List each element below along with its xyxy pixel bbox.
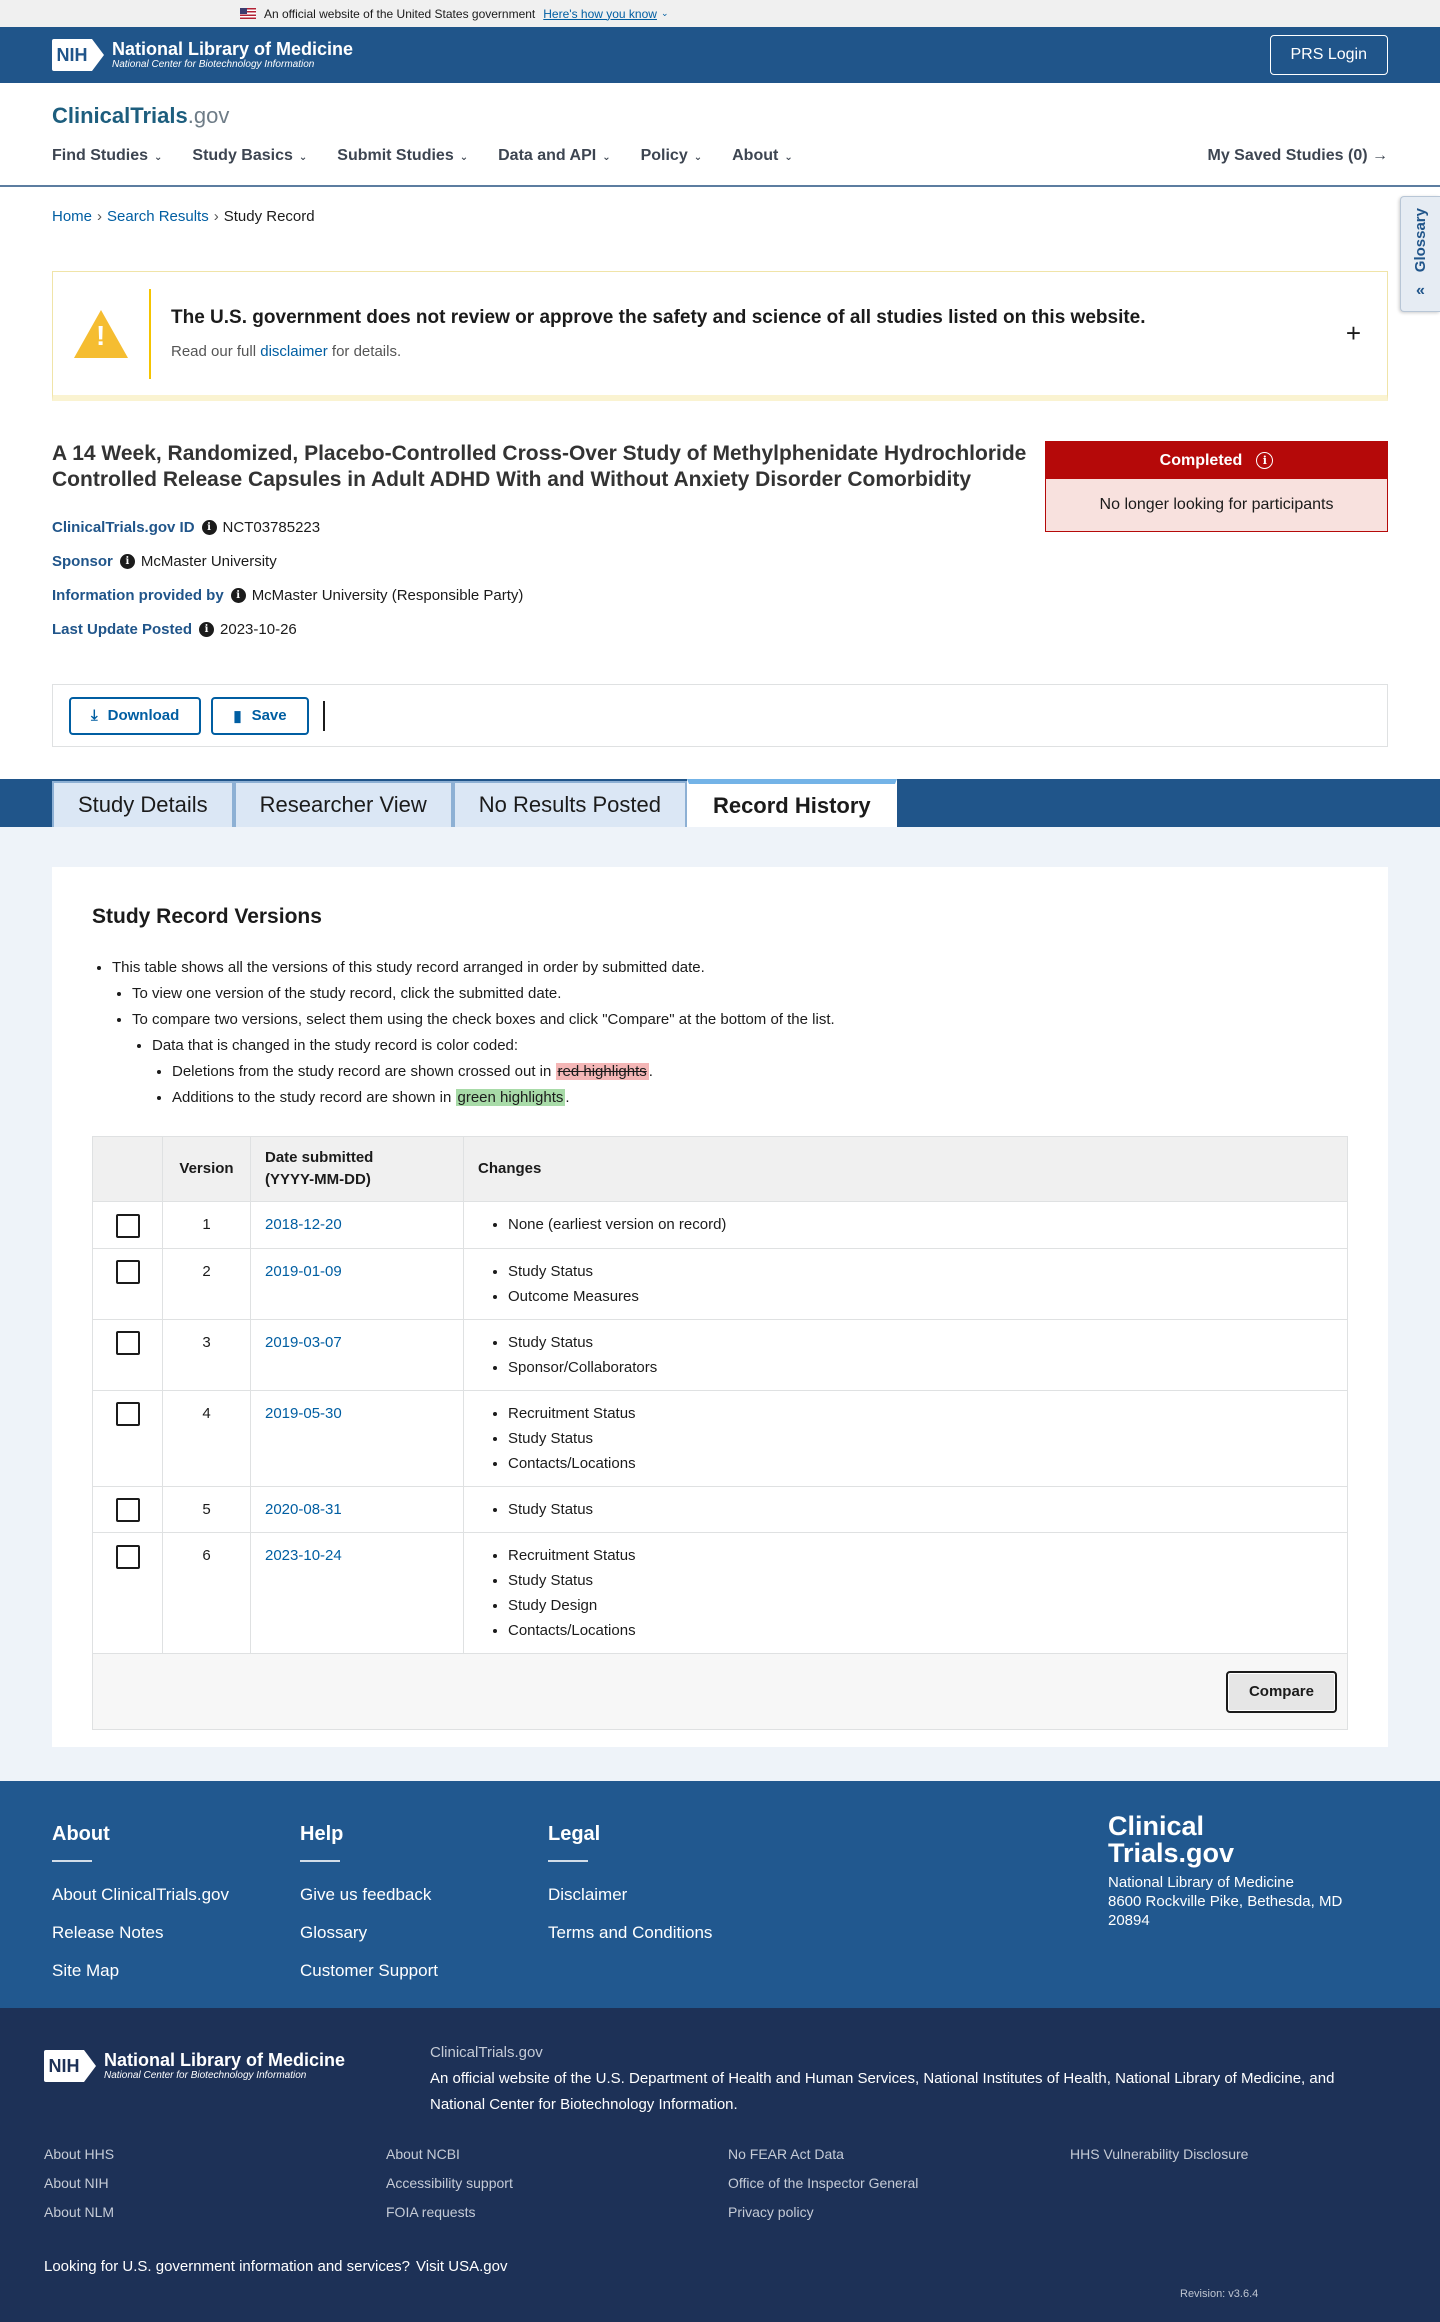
note-item: • To view one version of the study record, click the submitted date. xyxy=(132,981,1348,1007)
nlm-logo[interactable] xyxy=(52,37,353,73)
version-number: 3 xyxy=(163,1319,251,1390)
usa-gov-link[interactable]: Visit USA.gov xyxy=(416,2258,508,2275)
nav-policy[interactable]: Policy ⌄ xyxy=(640,147,703,164)
footer-link[interactable]: Give us feedback xyxy=(300,1885,432,1904)
info-icon[interactable]: i xyxy=(202,520,217,535)
chevron-down-icon: ⌄ xyxy=(154,152,163,163)
bookmark-icon: ▮ xyxy=(233,707,242,725)
change-item: • Study Status xyxy=(508,1259,1333,1284)
footer-link[interactable]: Accessibility support xyxy=(386,2175,513,2191)
tab-researcher-view[interactable]: Researcher View xyxy=(234,781,453,827)
versions-heading: Study Record Versions xyxy=(92,905,322,928)
footer-help-title: Help xyxy=(300,1823,344,1845)
official-website-text: ClinicalTrials.gov An official website of the U.S. Department of Health and Human Services, National Institutes of Health, National Library of Medicine, and National Center for Biotechnology Information. xyxy=(430,2044,1335,2113)
table-row xyxy=(93,1390,1348,1486)
breadcrumb-current: Study Record xyxy=(223,208,315,225)
disclaimer-link[interactable]: disclaimer xyxy=(260,343,328,360)
footer-link[interactable]: About NCBI xyxy=(386,2146,460,2162)
footer-link[interactable]: About ClinicalTrials.gov xyxy=(52,1885,229,1904)
chevron-down-icon: ⌄ xyxy=(602,152,611,163)
version-checkbox[interactable] xyxy=(116,1498,140,1522)
green-highlight-sample: green highlights xyxy=(457,1089,564,1106)
footer-link[interactable]: Privacy policy xyxy=(728,2204,814,2220)
footer-link[interactable]: No FEAR Act Data xyxy=(728,2146,844,2162)
change-item: • Study Design xyxy=(508,1593,1333,1618)
status-detail: No longer looking for participants xyxy=(1046,479,1387,531)
tab-no-results-posted[interactable]: No Results Posted xyxy=(453,781,687,827)
date-column-header: Date submitted (YYYY-MM-DD) xyxy=(251,1137,464,1202)
chevron-right-icon: › xyxy=(97,208,103,225)
version-date-link[interactable]: 2023-10-24 xyxy=(265,1547,342,1565)
note-item: • Additions to the study record are shown in green highlights . xyxy=(172,1085,1348,1111)
note-item: • This table shows all the versions of this study record arranged in order by submitted date. xyxy=(112,955,1348,981)
version-number: 1 xyxy=(163,1202,251,1249)
versions-notes xyxy=(92,955,1348,1111)
footer-divider xyxy=(548,1860,588,1862)
table-row xyxy=(93,1533,1348,1654)
nlm-footer-logo[interactable]: NIH National Library of Medicine National Center for Biotechnology Information xyxy=(44,2048,345,2084)
change-item: • Study Status xyxy=(508,1497,1333,1522)
version-checkbox[interactable] xyxy=(116,1331,140,1355)
version-number: 5 xyxy=(163,1486,251,1533)
footer-address: National Library of Medicine 8600 Rockville Pike, Bethesda, MD 20894 xyxy=(1108,1874,1343,1929)
version-checkbox[interactable] xyxy=(116,1545,140,1569)
study-tabs xyxy=(0,779,1440,827)
nav-find-studies[interactable]: Find Studies ⌄ xyxy=(52,147,163,164)
chevron-down-icon: ⌄ xyxy=(660,8,669,18)
nih-logo-icon: NIH xyxy=(44,2048,98,2084)
glossary-label: Glossary xyxy=(1412,207,1429,273)
info-icon[interactable]: i xyxy=(231,588,246,603)
nih-header xyxy=(0,27,1440,83)
version-number: 4 xyxy=(163,1390,251,1486)
last-update-row xyxy=(52,621,297,638)
breadcrumb-home[interactable]: Home xyxy=(52,208,93,225)
footer-divider xyxy=(300,1860,340,1862)
footer-link[interactable]: Office of the Inspector General xyxy=(728,2175,919,2191)
red-highlight-sample: red highlights xyxy=(557,1063,647,1080)
prs-login-button[interactable]: PRS Login xyxy=(1270,35,1389,75)
last-update-label: Last Update Posted xyxy=(52,621,193,638)
changes-column-header: Changes xyxy=(464,1137,1348,1202)
version-checkbox[interactable] xyxy=(116,1260,140,1284)
change-item: • Sponsor/Collaborators xyxy=(508,1355,1333,1380)
tab-record-history[interactable]: Record History xyxy=(687,779,897,827)
footer-help-column xyxy=(300,1823,438,1990)
change-item: • Contacts/Locations xyxy=(508,1618,1333,1643)
footer-legal-title: Legal xyxy=(548,1823,601,1845)
recruitment-status-box xyxy=(1045,441,1388,532)
information-provided-row xyxy=(52,587,523,604)
change-item: • Recruitment Status xyxy=(508,1401,1333,1426)
select-column-header xyxy=(93,1137,163,1202)
nav-study-basics[interactable]: Study Basics ⌄ xyxy=(192,147,308,164)
site-header xyxy=(0,83,1440,187)
footer-link[interactable]: HHS Vulnerability Disclosure xyxy=(1070,2146,1249,2162)
disclaimer-title: The U.S. government does not review or approve the safety and science of all studies listed on this website. xyxy=(171,307,1146,328)
version-number: 6 xyxy=(163,1533,251,1654)
hhs-link[interactable]: U.S. Department of Health and Human Services xyxy=(595,2070,915,2087)
sponsor-value: McMaster University xyxy=(140,553,277,570)
version-number: 2 xyxy=(163,1248,251,1319)
nav-about[interactable]: About ⌄ xyxy=(732,147,793,164)
glossary-tab[interactable] xyxy=(1400,196,1440,312)
toolbar-divider xyxy=(323,701,325,731)
gov-banner-text: An official website of the United States government xyxy=(264,6,536,21)
table-row xyxy=(93,1202,1348,1249)
sponsor-row xyxy=(52,553,277,570)
site-footer xyxy=(0,1781,1440,2008)
version-checkbox[interactable] xyxy=(116,1402,140,1426)
study-id-label: ClinicalTrials.gov ID xyxy=(52,519,195,536)
note-item: • Deletions from the study record are shown crossed out in red highlights . xyxy=(172,1059,1348,1085)
nih-logo-icon: NIH xyxy=(52,37,106,73)
change-item: • Study Status xyxy=(508,1426,1333,1451)
heres-how-you-know-link[interactable]: Here's how you know xyxy=(543,6,657,21)
footer-logo-block xyxy=(1108,1813,1342,1930)
disclaimer-alert xyxy=(52,271,1388,401)
study-id-row xyxy=(52,519,320,536)
breadcrumb-search-results[interactable]: Search Results xyxy=(107,208,209,225)
table-row xyxy=(93,1248,1348,1319)
sponsor-label: Sponsor xyxy=(52,553,113,570)
warning-icon: ! xyxy=(53,289,151,379)
footer-divider xyxy=(52,1860,92,1862)
footer-legal-column xyxy=(548,1823,712,1952)
record-history-panel xyxy=(52,867,1388,1747)
gov-banner xyxy=(0,0,1440,27)
table-footer-row xyxy=(93,1654,1348,1730)
download-icon: ⤓ xyxy=(91,707,98,724)
versions-table xyxy=(92,1136,1348,1730)
change-item: • None (earliest version on record) xyxy=(508,1212,1333,1237)
my-saved-studies-link[interactable]: My Saved Studies (0) → xyxy=(1207,147,1388,164)
usa-gov-row: Looking for U.S. government information and services? Visit USA.gov xyxy=(44,2258,508,2275)
version-column-header: Version xyxy=(163,1137,251,1202)
save-button[interactable]: ▮ Save xyxy=(211,697,308,735)
clinicaltrials-logo[interactable]: ClinicalTrials.gov xyxy=(52,103,230,128)
nih-link[interactable]: National Institutes of Health xyxy=(923,2070,1107,2087)
study-title: A 14 Week, Randomized, Placebo-Controlled Cross-Over Study of Methylphenidate Hydrochloride Controlled Release Capsules in Adult ADHD With and Without Anxiety Disorder Comorbidity xyxy=(52,442,1027,492)
download-button[interactable]: ⤓ Download xyxy=(69,697,201,735)
chevron-down-icon: ⌄ xyxy=(784,152,793,163)
chevron-down-icon: ⌄ xyxy=(298,152,308,163)
information-provided-label: Information provided by xyxy=(52,587,224,604)
note-item: • To compare two versions, select them using the check boxes and click "Compare" at the bottom of the list. xyxy=(132,1007,1348,1033)
footer-link[interactable]: Release Notes xyxy=(52,1923,164,1942)
main-nav xyxy=(52,147,793,165)
compare-button[interactable]: Compare xyxy=(1226,1671,1337,1713)
chevron-down-icon: ⌄ xyxy=(459,152,469,163)
footer-link[interactable]: Glossary xyxy=(300,1923,368,1942)
footer-links-col-3 xyxy=(728,2140,918,2227)
footer-link[interactable]: About NIH xyxy=(44,2175,109,2191)
footer-about-title: About xyxy=(52,1823,110,1845)
breadcrumb xyxy=(52,208,315,225)
change-item: • Study Status xyxy=(508,1568,1333,1593)
nav-submit-studies[interactable]: Submit Studies ⌄ xyxy=(337,147,469,164)
nlm-footer xyxy=(0,2008,1440,2322)
change-item: • Outcome Measures xyxy=(508,1284,1333,1309)
footer-about-column xyxy=(52,1823,229,1990)
footer-link[interactable]: About NLM xyxy=(44,2204,115,2220)
table-row xyxy=(93,1319,1348,1390)
study-actions-bar xyxy=(52,684,1388,747)
footer-link[interactable]: FOIA requests xyxy=(386,2204,476,2220)
footer-link[interactable]: Terms and Conditions xyxy=(548,1923,713,1942)
change-item: • Study Status xyxy=(508,1330,1333,1355)
footer-link[interactable]: About HHS xyxy=(44,2146,115,2162)
version-date-link[interactable]: 2019-03-07 xyxy=(265,1333,342,1351)
footer-links-col-2 xyxy=(386,2140,513,2227)
ncbi-link[interactable]: National Center for Biotechnology Information xyxy=(430,2096,734,2113)
footer-link[interactable]: Disclaimer xyxy=(548,1885,628,1904)
footer-link[interactable]: Site Map xyxy=(52,1961,120,1980)
version-date-link[interactable]: 2019-05-30 xyxy=(265,1404,342,1422)
info-icon[interactable]: i xyxy=(120,554,135,569)
nlm-link[interactable]: National Library of Medicine xyxy=(1115,2070,1302,2087)
info-icon[interactable]: i xyxy=(199,622,214,637)
revision-text: Revision: v3.6.4 xyxy=(1180,2288,1259,2300)
last-update-value: 2023-10-26 xyxy=(220,621,297,638)
version-checkbox[interactable] xyxy=(116,1214,140,1238)
double-chevron-left-icon: « xyxy=(1416,282,1425,300)
version-date-link[interactable]: 2019-01-09 xyxy=(265,1262,342,1280)
version-date-link[interactable]: 2018-12-20 xyxy=(265,1216,342,1233)
us-flag-icon xyxy=(240,8,256,19)
footer-links-col-4 xyxy=(1070,2140,1248,2169)
study-id-value: NCT03785223 xyxy=(222,519,321,536)
change-item: • Contacts/Locations xyxy=(508,1451,1333,1476)
table-row xyxy=(93,1486,1348,1533)
info-icon[interactable]: i xyxy=(1256,452,1273,469)
disclaimer-text: Read our full disclaimer for details. xyxy=(171,343,402,360)
change-item: • Recruitment Status xyxy=(508,1543,1333,1568)
nlm-logo-title: National Library of Medicine xyxy=(112,38,354,59)
information-provided-value: McMaster University (Responsible Party) xyxy=(251,587,524,604)
footer-links-col-1 xyxy=(44,2140,114,2227)
arrow-right-icon: → xyxy=(1372,147,1388,164)
nlm-logo-subtitle: National Center for Biotechnology Information xyxy=(112,59,315,71)
footer-link[interactable]: Customer Support xyxy=(300,1961,438,1980)
version-date-link[interactable]: 2020-08-31 xyxy=(265,1500,342,1518)
note-item: • Data that is changed in the study record is color coded: xyxy=(152,1033,1348,1059)
footer-clinicaltrials-logo[interactable]: Clinical Trials.gov xyxy=(1108,1811,1235,1868)
status-badge: Completed xyxy=(1159,451,1243,469)
chevron-down-icon: ⌄ xyxy=(693,152,703,163)
tab-study-details[interactable]: Study Details xyxy=(52,781,234,827)
chevron-right-icon: › xyxy=(213,208,219,225)
expand-plus-icon[interactable]: + xyxy=(1345,318,1361,348)
nav-data-and-api[interactable]: Data and API ⌄ xyxy=(498,147,611,164)
